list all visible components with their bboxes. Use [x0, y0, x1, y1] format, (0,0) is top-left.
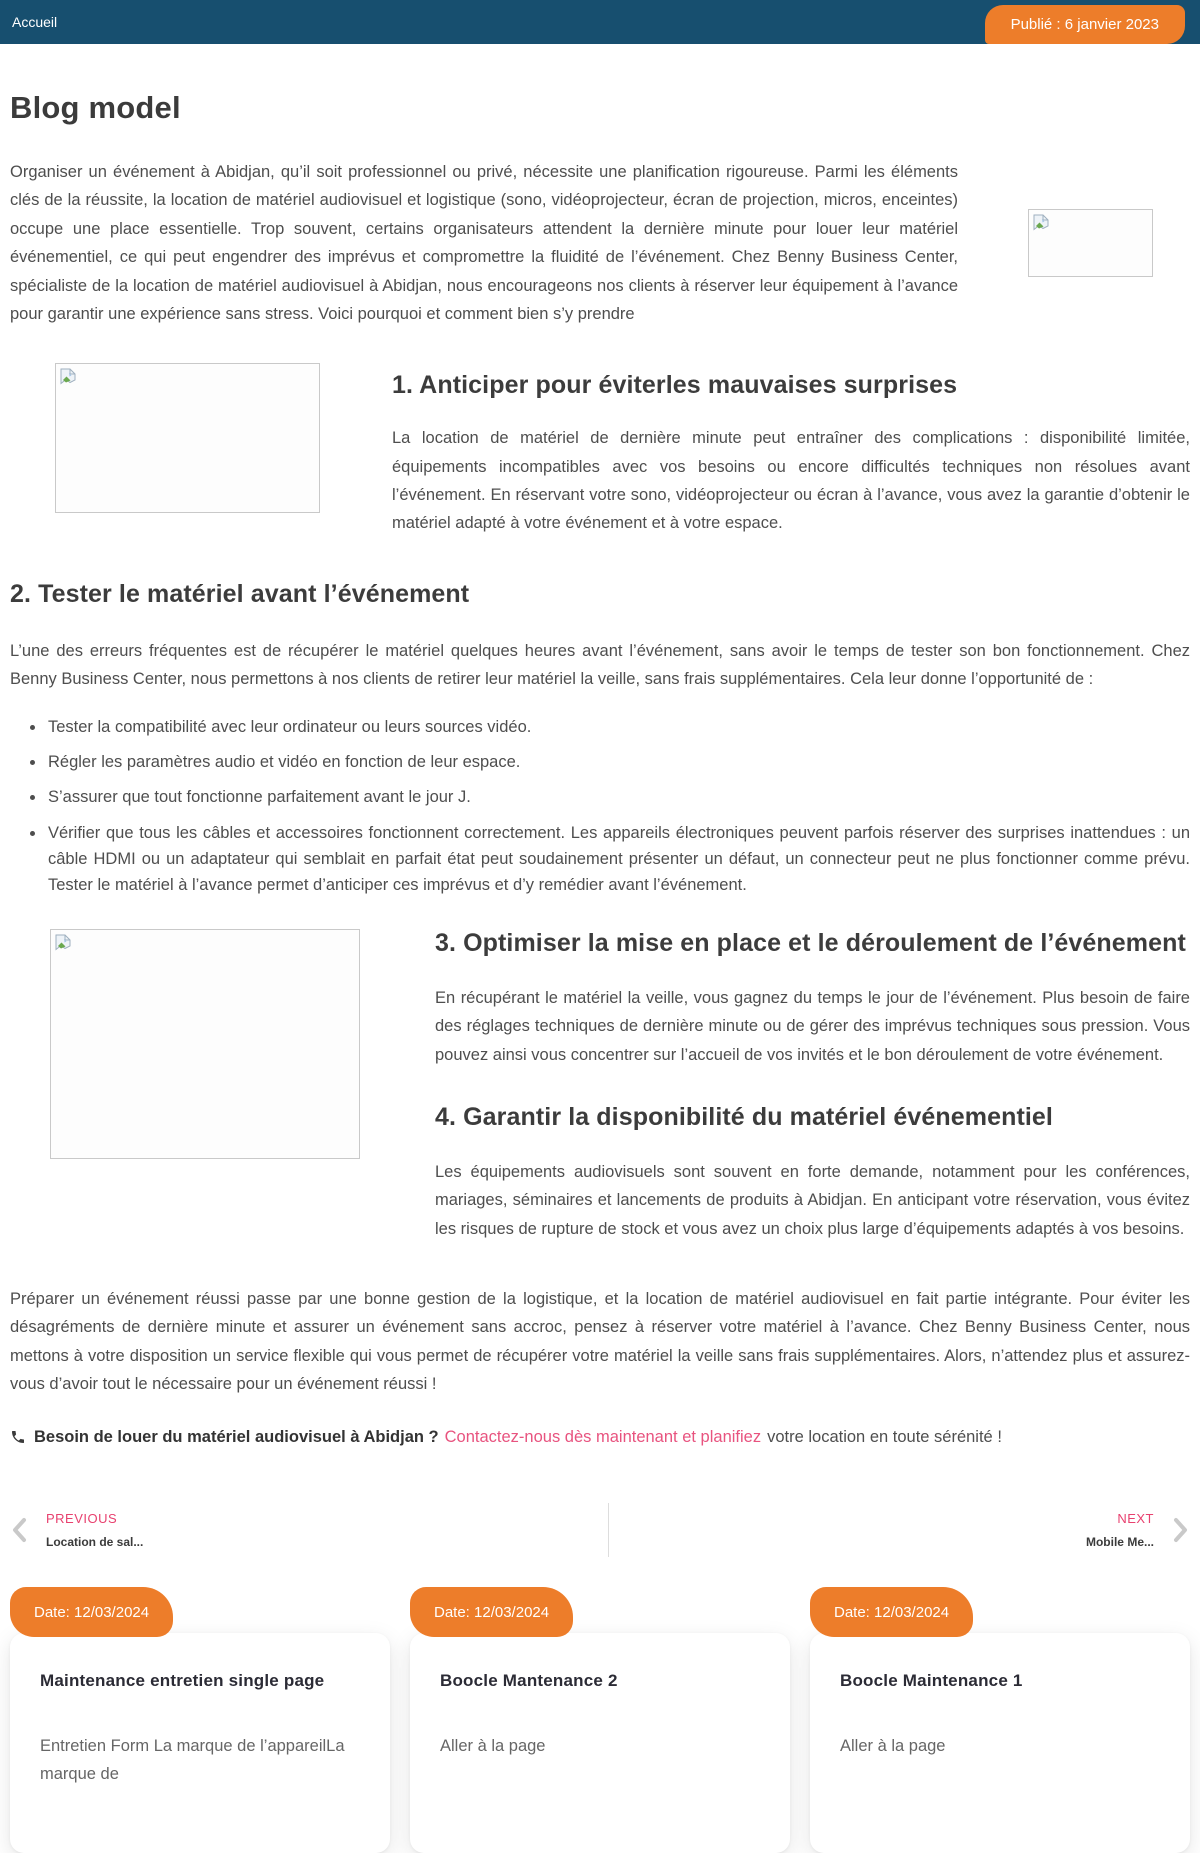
post-navigation: [10, 1501, 1190, 1559]
section-2-heading: 2. Tester le matériel avant l’événement: [10, 579, 470, 608]
cta-line: [10, 1425, 1190, 1450]
broken-image-placeholder-1: [55, 363, 320, 513]
related-post-title[interactable]: Boocle Mantenance 2: [440, 1671, 618, 1691]
post-date-badge: Date: 12/03/2024: [810, 1587, 973, 1637]
next-label[interactable]: NEXT: [1117, 1511, 1154, 1527]
section-1-paragraph: La location de matériel de dernière minute peut entraîner des complications : disponibilité limitée, équipements incompatibles avec vos besoins ou encore difficultés techniques non résolues avant l’événement. En réservant votre sono, vidéoprojecteur ou écran à l’avance, vous avez la garantie d’obtenir le matériel adapté à votre événement et à votre espace.: [392, 429, 1190, 533]
bullet-item: • Tester la compatibilité avec leur ordinateur ou leurs sources vidéo.: [46, 714, 1190, 740]
cta-tail-text: votre location en toute sérénité !: [767, 1427, 1002, 1446]
previous-post-title[interactable]: Location de sal...: [46, 1535, 144, 1550]
bullet-item: • Régler les paramètres audio et vidéo en fonction de leur espace.: [46, 749, 1190, 775]
intro-section: [10, 158, 1190, 328]
broken-image-icon: [60, 368, 77, 387]
broken-image-icon: [1033, 214, 1050, 233]
chevron-right-icon[interactable]: [1170, 1517, 1190, 1543]
post-date-badge: Date: 12/03/2024: [410, 1587, 573, 1637]
previous-label[interactable]: PREVIOUS: [46, 1511, 118, 1527]
related-post-column: [10, 1587, 390, 1853]
related-post-card[interactable]: [410, 1633, 790, 1853]
intro-paragraph: Organiser un événement à Abidjan, qu’il soit professionnel ou privé, nécessite une planification rigoureuse. Parmi les éléments clés de la réussite, la location de matériel audiovisuel et logistique (sono, vidéoprojecteur, écran de projection, micros, enceintes) occupe une place essentielle. Trop souvent, certains organisateurs attendent la dernière minute pour louer leur matériel événementiel, ce qui peut engendrer des imprévus et compromettre la fluidité de l’événement. Chez Benny Business Center, spécialiste de la location de matériel audiovisuel à Abidjan, nous encourageons nos clients à réserver leur équipement à l’avance pour garantir une expérience sans stress. Voici pourquoi et comment bien s’y prendre: [10, 163, 958, 323]
section-1: [10, 363, 1190, 538]
broken-image-placeholder-3: [50, 929, 360, 1159]
related-posts: [10, 1587, 1190, 1853]
next-post-nav[interactable]: [1086, 1511, 1190, 1549]
section-3-4: [10, 929, 1190, 1253]
section-1-heading: 1. Anticiper pour éviterles mauvaises surprises: [392, 371, 958, 400]
nav-divider: [608, 1503, 609, 1557]
blog-article: [0, 90, 1200, 1853]
home-link[interactable]: Accueil: [12, 14, 58, 30]
related-post-title[interactable]: Maintenance entretien single page: [40, 1671, 325, 1691]
section-2: [10, 580, 1190, 899]
bullet-item: • Vérifier que tous les câbles et accessoires fonctionnent correctement. Les appareils électroniques peuvent parfois réserver des surprises inattendues : un câble HDMI ou un adaptateur qui semblait en parfait état peut soudainement présenter un défaut, un connecteur peut ne plus fonctionner comme prévu. Tester le matériel à l’avance permet d’anticiper ces imprévus et d’y remédier avant l’événement.: [46, 820, 1190, 899]
chevron-left-icon[interactable]: [10, 1517, 30, 1543]
broken-image-icon: [55, 934, 72, 953]
cta-question-text: Besoin de louer du matériel audiovisuel à Abidjan ?: [34, 1427, 439, 1446]
page-title: Blog model: [10, 90, 181, 125]
related-post-excerpt: Aller à la page: [440, 1737, 546, 1756]
top-bar: [0, 0, 1200, 44]
published-date-badge: Publié : 6 janvier 2023: [985, 5, 1185, 44]
related-post-card[interactable]: [10, 1633, 390, 1853]
related-post-column: [410, 1587, 790, 1853]
section-2-bullet-list: [46, 714, 1190, 899]
closing-paragraph: Préparer un événement réussi passe par une bonne gestion de la logistique, et la location de matériel audiovisuel en fait partie intégrante. Pour éviter les désagréments de dernière minute et assurer un événement sans accroc, pensez à réserver votre matériel à l’avance. Chez Benny Business Center, nous mettons à votre disposition un service flexible qui vous permet de récupérer votre matériel la veille sans frais supplémentaires. Alors, n’attendez plus et assurez-vous d’avoir tout le nécessaire pour un événement réussi !: [10, 1290, 1190, 1394]
section-4-heading: 4. Garantir la disponibilité du matériel événementiel: [435, 1102, 1053, 1131]
related-post-card[interactable]: [810, 1633, 1190, 1853]
section-3-paragraph: En récupérant le matériel la veille, vous gagnez du temps le jour de l’événement. Plus besoin de faire des réglages techniques de dernière minute ou de gérer des imprévus techniques sous pression. Vous pouvez ainsi vous concentrer sur l’accueil de vos invités et le bon déroulement de votre événement.: [435, 988, 1190, 1064]
related-post-title[interactable]: Boocle Maintenance 1: [840, 1671, 1023, 1691]
broken-image-placeholder-intro: [1028, 209, 1153, 277]
related-post-column: [810, 1587, 1190, 1853]
section-3-heading: 3. Optimiser la mise en place et le déroulement de l’événement: [435, 928, 1186, 957]
related-post-excerpt: Entretien Form La marque de l’appareilLa marque de: [40, 1737, 345, 1783]
next-post-title[interactable]: Mobile Me...: [1085, 1535, 1154, 1550]
post-date-badge: Date: 12/03/2024: [10, 1587, 173, 1637]
previous-post-nav[interactable]: [10, 1511, 143, 1549]
contact-link[interactable]: Contactez-nous dès maintenant et planifiez: [444, 1427, 762, 1446]
section-2-paragraph: L’une des erreurs fréquentes est de récupérer le matériel quelques heures avant l’événement, sans avoir le temps de tester son bon fonctionnement. Chez Benny Business Center, nous permettons à nos clients de retirer leur matériel la veille, sans frais supplémentaires. Cela leur donne l’opportunité de :: [10, 641, 1190, 689]
related-post-excerpt: Aller à la page: [840, 1737, 946, 1756]
bullet-item: • S’assurer que tout fonctionne parfaitement avant le jour J.: [46, 784, 1190, 810]
section-4-paragraph: Les équipements audiovisuels sont souvent en forte demande, notamment pour les conférences, mariages, séminaires et lancements de produits à Abidjan. En anticipant votre réservation, vous évitez les risques de rupture de stock et vous avez un choix plus large d’équipements adaptés à vos besoins.: [435, 1162, 1190, 1238]
phone-icon: [10, 1429, 26, 1445]
